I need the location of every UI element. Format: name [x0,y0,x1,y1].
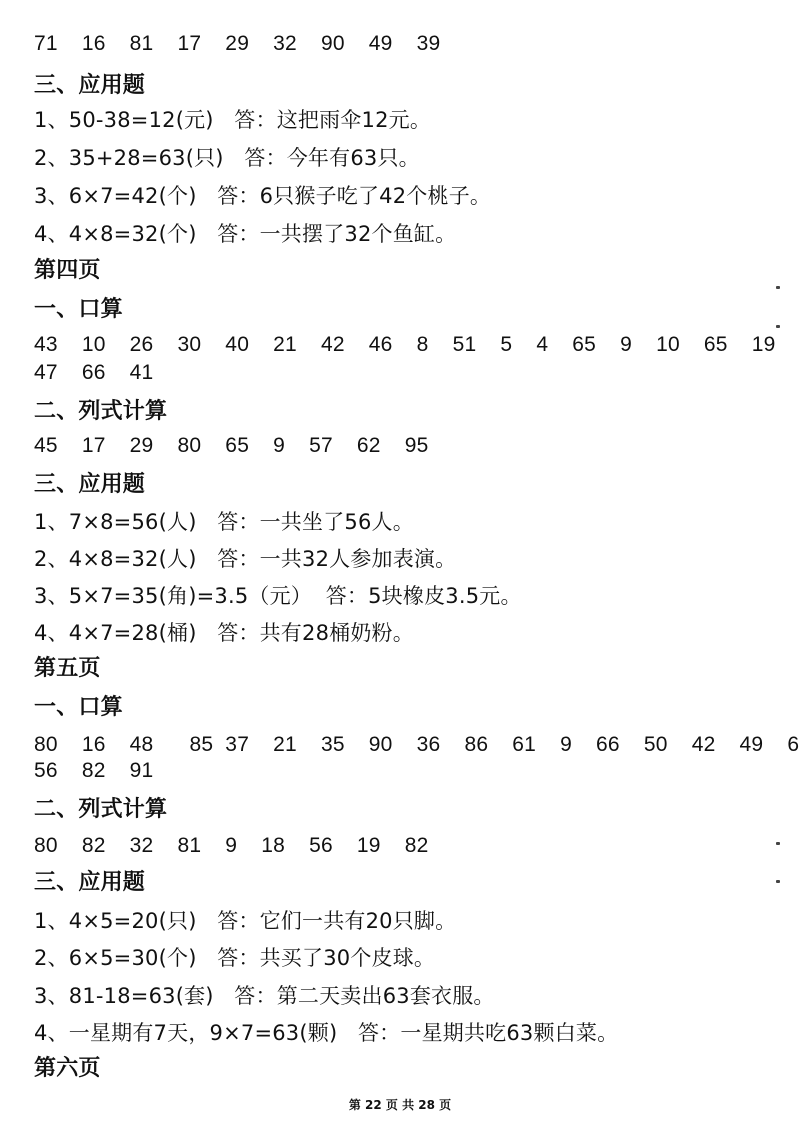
answer-line: 3、5×7=35(角)=3.5（元） 答：5块橡皮3.5元。 [34,584,522,608]
answer-line: 3、6×7=42(个) 答：6只猴子吃了42个桃子。 [34,184,492,208]
section-heading-written-calc: 二、列式计算 [34,797,168,822]
scan-speck [776,286,780,289]
section-heading-applications: 三、应用题 [34,870,146,895]
answer-line: 1、4×5=20(只) 答：它们一共有20只脚。 [34,909,457,933]
answer-numbers-row: 45 17 29 80 65 9 57 62 95 [34,434,429,457]
answer-numbers-row: 71 16 81 17 29 32 90 49 39 [34,32,441,55]
answer-numbers-row: 80 16 48 85 37 21 35 90 36 86 61 9 66 50 42 49 6 [34,733,800,756]
answer-line: 2、35+28=63(只) 答：今年有63只。 [34,146,420,170]
answer-numbers-row: 56 82 91 [34,759,154,782]
section-heading-mental-math: 一、口算 [34,695,123,720]
answer-line: 1、7×8=56(人) 答：一共坐了56人。 [34,510,414,534]
page-footer: 第 22 页 共 28 页 [348,1098,452,1112]
section-heading-written-calc: 二、列式计算 [34,399,168,424]
answer-line: 4、一星期有7天，9×7=63(颗) 答：一星期共吃63颗白菜。 [34,1021,619,1045]
scan-speck [776,842,780,845]
answer-numbers-row: 43 10 26 30 40 21 42 46 8 51 5 4 65 9 10 65 19 [34,333,776,356]
answer-line: 2、6×5=30(个) 答：共买了30个皮球。 [34,946,436,970]
section-heading-applications: 三、应用题 [34,73,146,98]
section-heading-mental-math: 一、口算 [34,297,123,322]
answer-line: 1、50-38=12(元) 答：这把雨伞12元。 [34,108,432,132]
answer-numbers-row: 80 82 32 81 9 18 56 19 82 [34,834,429,857]
scan-speck [776,325,780,328]
scan-speck [776,880,780,883]
answer-line: 3、81-18=63(套) 答：第二天卖出63套衣服。 [34,984,495,1008]
page-heading-5: 第五页 [34,656,101,681]
page-heading-6: 第六页 [34,1056,101,1081]
page-heading-4: 第四页 [34,258,101,283]
answer-line: 4、4×7=28(桶) 答：共有28桶奶粉。 [34,621,414,645]
answer-line: 2、4×8=32(人) 答：一共32人参加表演。 [34,547,457,571]
answer-numbers-row: 47 66 41 [34,361,154,384]
answer-line: 4、4×8=32(个) 答：一共摆了32个鱼缸。 [34,222,457,246]
section-heading-applications: 三、应用题 [34,472,146,497]
